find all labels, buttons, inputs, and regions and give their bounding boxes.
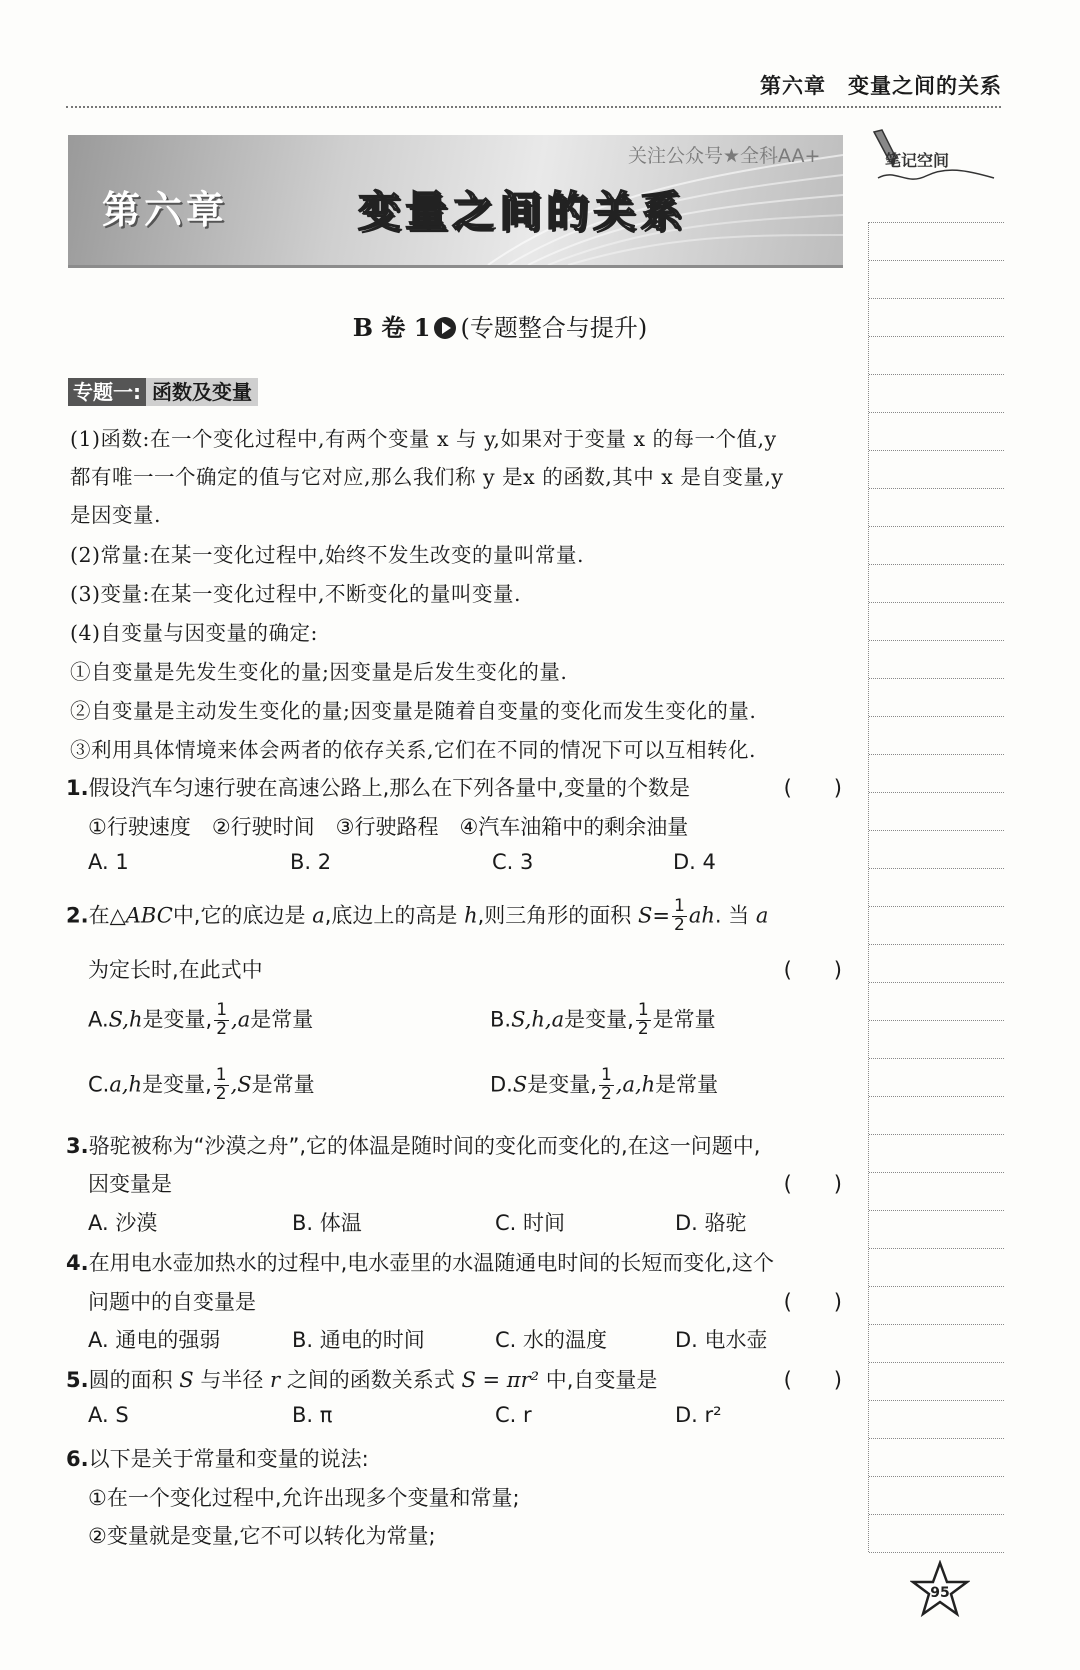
question-number: 1. — [66, 776, 89, 800]
answer-bracket[interactable]: ( ) — [783, 1290, 842, 1314]
topic-label — [68, 376, 258, 405]
option-a[interactable] — [88, 1002, 313, 1039]
question-text: 中,自变量是 — [545, 1368, 658, 1392]
fraction-denominator: 2 — [216, 1018, 228, 1039]
option-b[interactable]: B. 2 — [290, 850, 332, 874]
header-divider — [66, 106, 1001, 108]
question-text: 之间的函数关系式 — [286, 1368, 455, 1392]
question-2-stem — [66, 898, 768, 935]
definition-paragraph: (1)函数:在一个变化过程中,有两个变量 x 与 y,如果对于变量 x 的每一个值,y — [70, 427, 777, 451]
option-d[interactable]: D. 4 — [673, 850, 716, 874]
question-number: 5. — [66, 1368, 89, 1392]
question-3-stem — [66, 1130, 760, 1160]
fraction-one-half — [214, 1067, 229, 1104]
fraction-numerator: 1 — [215, 1065, 227, 1085]
notes-space[interactable] — [868, 222, 1004, 1552]
question-text: 圆的面积 — [88, 1368, 173, 1392]
fraction-one-half — [636, 1002, 651, 1039]
question-text: 以下是关于常量和变量的说法: — [88, 1447, 369, 1471]
question-1-stem — [66, 772, 690, 802]
fraction-one-half — [214, 1002, 229, 1039]
definition-paragraph: ③利用具体情境来体会两者的依存关系,它们在不同的情况下可以互相转化. — [70, 738, 757, 762]
option-text: 是常量 — [652, 1007, 716, 1032]
fraction-numerator: 1 — [637, 1000, 649, 1020]
banner-chapter-label: 第六章 — [102, 188, 229, 232]
banner-chapter-title: 变量之间的关系 — [358, 187, 688, 236]
question-1-items: ①行驶速度 ②行驶时间 ③行驶路程 ④汽车油箱中的剩余油量 — [88, 815, 689, 839]
fraction-numerator: 1 — [674, 896, 685, 916]
fraction-one-half — [599, 1067, 614, 1104]
play-icon — [434, 317, 456, 339]
running-header-title: 变量之间的关系 — [848, 74, 1002, 98]
answer-bracket[interactable]: ( ) — [783, 1368, 842, 1392]
option-text: 是变量, — [142, 1007, 213, 1032]
question-number: 2. — [66, 903, 89, 928]
option-letter: A. — [88, 1007, 109, 1032]
question-6-item: ②变量就是变量,它不可以转化为常量; — [88, 1524, 436, 1548]
fraction-numerator: 1 — [600, 1065, 612, 1085]
fraction-denominator: 2 — [674, 914, 685, 935]
option-c[interactable]: C. r — [495, 1403, 532, 1427]
option-c[interactable]: C. 水的温度 — [495, 1328, 608, 1352]
option-text: 是变量, — [142, 1072, 212, 1097]
question-text: 中,它的底边是 — [172, 903, 306, 928]
question-number: 6. — [66, 1447, 89, 1471]
option-c[interactable] — [88, 1067, 315, 1104]
question-text: 在用电水壶加热水的过程中,电水壶里的水温随通电时间的长短而变化,这个 — [88, 1251, 774, 1275]
running-header-chapter: 第六章 — [760, 74, 826, 98]
option-a[interactable]: A. 沙漠 — [88, 1211, 158, 1235]
question-text: 假设汽车匀速行驶在高速公路上,那么在下列各量中,变量的个数是 — [88, 776, 690, 800]
question-3-line2: 因变量是 — [88, 1172, 172, 1196]
section-heading-prefix: B 卷 1 — [352, 313, 431, 342]
option-b[interactable] — [490, 1002, 716, 1039]
variable-h: h — [464, 903, 478, 928]
option-variables: ,S — [230, 1072, 252, 1097]
option-d[interactable]: D. 电水壶 — [675, 1328, 768, 1352]
variable-r: r — [270, 1368, 281, 1392]
section-heading-suffix: (专题整合与提升) — [460, 314, 648, 342]
option-variables: S,h,a — [511, 1007, 565, 1032]
question-text: 骆驼被称为“沙漠之舟”,它的体温是随时间的变化而变化的,在这一问题中, — [88, 1134, 761, 1158]
notes-space-title: 笔记空间 — [885, 151, 950, 170]
answer-bracket[interactable]: ( ) — [783, 776, 842, 800]
option-d[interactable]: D. 骆驼 — [675, 1211, 747, 1235]
definition-paragraph: (4)自变量与因变量的确定: — [70, 621, 318, 645]
fraction-denominator: 2 — [637, 1018, 649, 1039]
option-a[interactable]: A. S — [88, 1403, 129, 1427]
question-6-stem — [66, 1443, 369, 1473]
variable-s: S — [638, 903, 653, 928]
watermark: 关注公众号★全科AA+ — [628, 145, 821, 167]
option-b[interactable]: B. 通电的时间 — [292, 1328, 425, 1352]
option-text: 是常量 — [250, 1007, 314, 1032]
question-2-line2: 为定长时,在此式中 — [88, 958, 263, 982]
definition-paragraph: ①自变量是先发生变化的量;因变量是后发生变化的量. — [70, 660, 568, 684]
fraction-one-half — [672, 898, 687, 935]
fraction-denominator: 2 — [215, 1083, 227, 1104]
option-d[interactable] — [490, 1067, 718, 1104]
option-text: 是变量, — [564, 1007, 634, 1032]
definition-paragraph: 都有唯一一个确定的值与它对应,那么我们称 y 是x 的函数,其中 x 是自变量,y — [70, 465, 784, 489]
equals-sign: = — [652, 903, 670, 928]
fraction-numerator: 1 — [216, 1000, 228, 1020]
topic-tag: 专题一: — [68, 378, 146, 406]
question-text: 在△ — [88, 903, 126, 928]
option-text: 是变量, — [527, 1072, 597, 1097]
fraction-denominator: 2 — [600, 1083, 612, 1104]
question-text: ,则三角形的面积 — [477, 903, 632, 928]
option-variables: S,h — [108, 1007, 143, 1032]
option-variables: S — [512, 1072, 528, 1097]
page-number-star-icon — [910, 1560, 970, 1620]
question-number: 4. — [66, 1251, 89, 1275]
question-5-stem — [66, 1364, 657, 1394]
variable-s: S — [179, 1368, 194, 1392]
option-b[interactable]: B. 体温 — [292, 1211, 362, 1235]
question-6-item: ①在一个变化过程中,允许出现多个变量和常量; — [88, 1486, 520, 1510]
answer-bracket[interactable]: ( ) — [783, 1172, 842, 1196]
question-4-stem — [66, 1247, 774, 1277]
option-variables: ,a,h — [615, 1072, 656, 1097]
option-c[interactable]: C. 时间 — [495, 1211, 566, 1235]
question-text: 与半径 — [200, 1368, 264, 1392]
option-letter: D. — [490, 1072, 513, 1097]
definition-paragraph: (2)常量:在某一变化过程中,始终不发生改变的量叫常量. — [70, 543, 584, 567]
option-a[interactable]: A. 通电的强弱 — [88, 1328, 221, 1352]
option-a[interactable]: A. 1 — [88, 850, 129, 874]
notes-swirl-decoration — [876, 166, 996, 186]
question-text: ,底边上的高是 — [324, 903, 458, 928]
variable-a: a — [755, 903, 769, 928]
variable-a: a — [312, 903, 325, 928]
variable-ah: ah — [688, 903, 715, 928]
definition-paragraph: ②自变量是主动发生变化的量;因变量是随着自变量的变化而发生变化的量. — [70, 699, 757, 723]
question-text: . 当 — [714, 903, 750, 928]
page-number: 95 — [930, 1585, 950, 1601]
option-letter: B. — [490, 1007, 512, 1032]
option-text: 是常量 — [655, 1072, 719, 1097]
option-text: 是常量 — [251, 1072, 315, 1097]
topic-name: 函数及变量 — [146, 378, 258, 406]
option-d[interactable]: D. r² — [675, 1403, 722, 1427]
definition-paragraph: (3)变量:在某一变化过程中,不断变化的量叫变量. — [70, 582, 521, 606]
option-letter: C. — [88, 1072, 110, 1097]
section-heading — [0, 308, 1000, 343]
question-number: 3. — [66, 1134, 89, 1158]
option-b[interactable]: B. π — [292, 1403, 333, 1427]
option-variables: a,h — [109, 1072, 143, 1097]
chapter-banner — [68, 135, 843, 268]
option-variables: ,a — [231, 1007, 251, 1032]
triangle-label: ABC — [125, 903, 173, 928]
option-c[interactable]: C. 3 — [492, 850, 534, 874]
running-header — [760, 70, 1002, 100]
definition-paragraph: 是因变量. — [70, 503, 162, 527]
question-4-line2: 问题中的自变量是 — [88, 1290, 256, 1314]
answer-bracket[interactable]: ( ) — [783, 958, 842, 982]
area-formula: S = πr² — [461, 1368, 540, 1392]
